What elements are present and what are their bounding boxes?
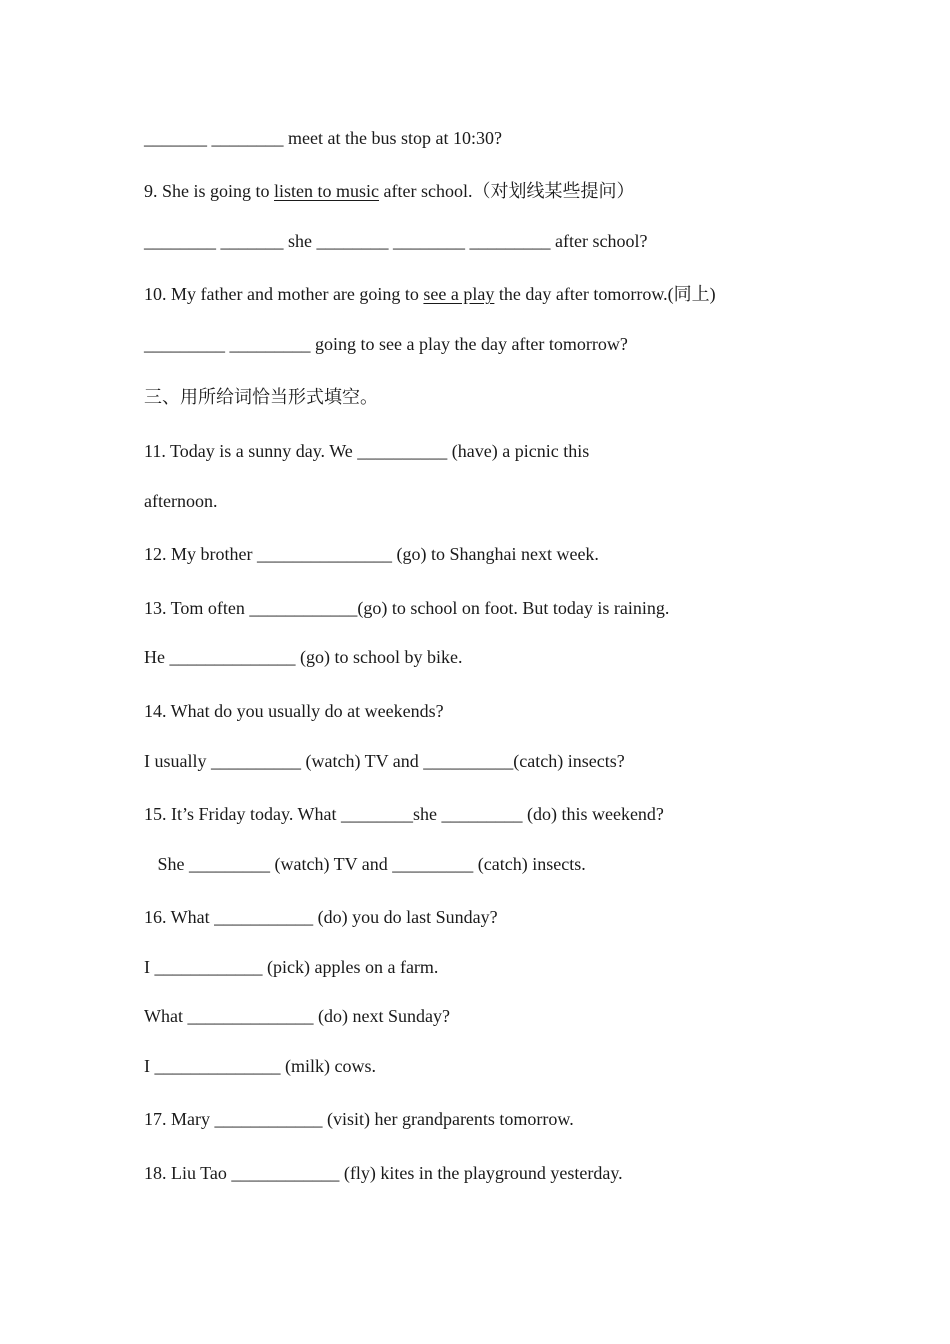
q9-answer-line: ________ _______ she ________ ________ _________ after school? xyxy=(144,231,648,251)
q11-line-2: afternoon. xyxy=(144,491,218,511)
q8-answer-line: _______ ________ meet at the bus stop at 10:30? xyxy=(144,128,502,148)
q12-line: 12. My brother _______________ (go) to Shanghai next week. xyxy=(144,544,599,564)
q15-answer: She _________ (watch) TV and _________ (catch) insects. xyxy=(144,854,586,874)
q10-answer-line: _________ _________ going to see a play the day after tomorrow? xyxy=(144,334,628,354)
q16-line-3: What ______________ (do) next Sunday? xyxy=(144,1006,450,1026)
q9-text-start: 9. She is going to xyxy=(144,181,275,201)
q14-answer: I usually __________ (watch) TV and __________(catch) insects? xyxy=(144,751,625,771)
q18-line: 18. Liu Tao ____________ (fly) kites in the playground yesterday. xyxy=(144,1163,623,1183)
q10-text-start: 10. My father and mother are going to xyxy=(144,284,424,304)
q9-underlined-phrase: listen to music xyxy=(274,181,380,201)
q17-line: 17. Mary ____________ (visit) her grandparents tomorrow. xyxy=(144,1109,574,1129)
q10-prompt xyxy=(144,283,716,305)
q14-question: 14. What do you usually do at weekends? xyxy=(144,701,444,721)
q10-text-end: the day after tomorrow.(同上) xyxy=(494,284,716,304)
q10-underlined-phrase: see a play xyxy=(423,284,495,304)
q16-line-1: 16. What ___________ (do) you do last Sunday? xyxy=(144,907,498,927)
q16-line-4: I ______________ (milk) cows. xyxy=(144,1056,376,1076)
section-3-heading: 三、用所给词恰当形式填空。 xyxy=(144,387,378,407)
q15-question: 15. It’s Friday today. What ________she _________ (do) this weekend? xyxy=(144,804,664,824)
q9-prompt xyxy=(144,180,634,202)
q9-text-end: after school.（对划线某些提问） xyxy=(379,181,635,201)
q11-line-1: 11. Today is a sunny day. We __________ (have) a picnic this xyxy=(144,441,590,461)
q16-line-2: I ____________ (pick) apples on a farm. xyxy=(144,957,439,977)
q13-line-1: 13. Tom often ____________(go) to school on foot. But today is raining. xyxy=(144,598,670,618)
q13-line-2: He ______________ (go) to school by bike. xyxy=(144,647,463,667)
